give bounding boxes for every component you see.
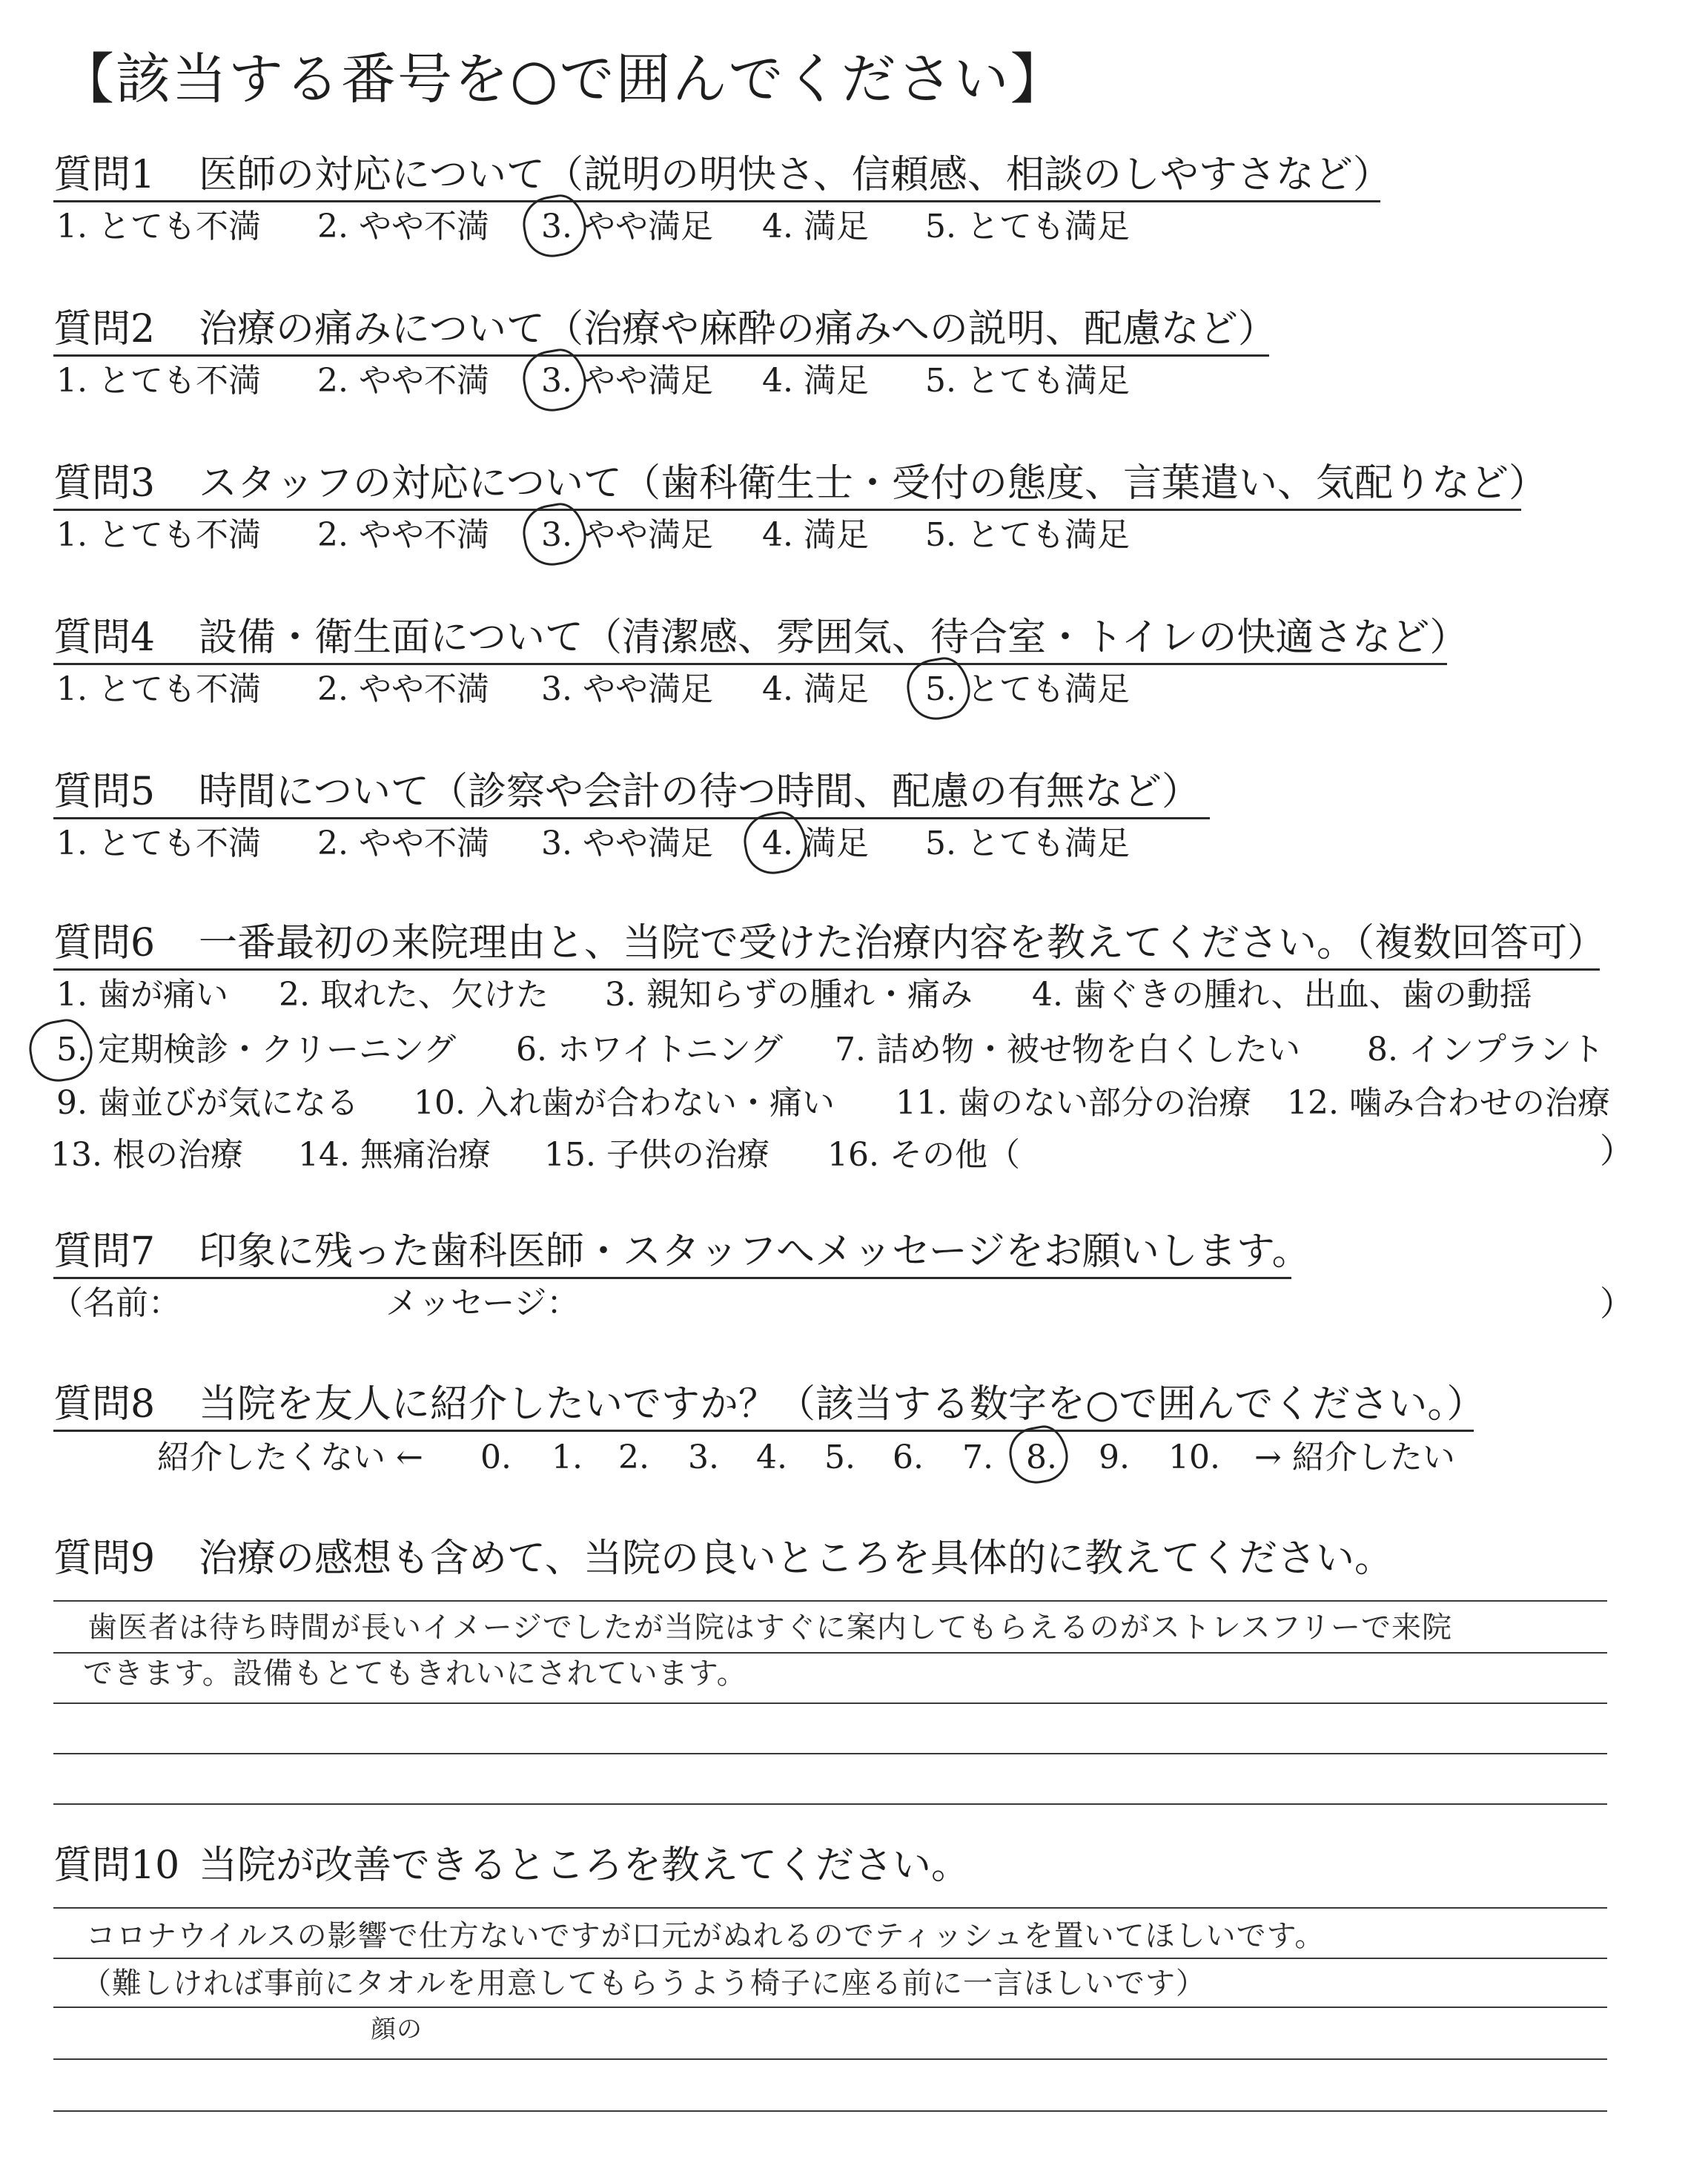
q10-line-5 <box>53 2110 1607 2112</box>
q6-option-3[interactable]: 3. 親知らずの腫れ・痛み <box>605 976 973 1014</box>
q10-insert-note: 顔の <box>371 2015 423 2044</box>
q3-option-2[interactable]: 2. やや不満 <box>317 516 489 554</box>
q9-label: 質問9 <box>53 1536 156 1581</box>
q1-option-1[interactable]: 1. とても不満 <box>56 208 261 245</box>
q1-option-4[interactable]: 4. 満足 <box>762 208 869 245</box>
q8-option-1[interactable]: 1. <box>552 1439 583 1476</box>
q6-heading <box>53 919 1606 967</box>
q6-text: 一番最初の来院理由と、当院で受けた治療内容を教えてください。（複数回答可） <box>199 921 1606 965</box>
q10-text: 当院が改善できるところを教えてください。 <box>199 1843 970 1888</box>
page-title: 【該当する番号を○で囲んでください】 <box>59 47 1067 111</box>
q10-line-1 <box>53 1907 1607 1909</box>
q1-option-2[interactable]: 2. やや不満 <box>317 208 489 245</box>
q2-label: 質問2 <box>53 307 156 351</box>
q8-text: 当院を友人に紹介したいですか？（該当する数字を○で囲んでください。） <box>199 1382 1486 1427</box>
q5-option-2[interactable]: 2. やや不満 <box>317 825 489 862</box>
q2-underline <box>53 354 1269 357</box>
q6-option-1[interactable]: 1. 歯が痛い <box>56 976 228 1014</box>
q3-text: スタッフの対応について（歯科衛生士・受付の態度、言葉遣い、気配りなど） <box>199 461 1547 506</box>
q6-option-13[interactable]: 13. 根の治療 <box>50 1136 243 1174</box>
q3-heading <box>53 460 1547 507</box>
q8-selected-circle <box>1005 1422 1072 1487</box>
q3-label: 質問3 <box>53 461 156 506</box>
q9-line-1 <box>53 1600 1607 1602</box>
q4-label: 質問4 <box>53 615 156 660</box>
q3-underline <box>53 509 1521 511</box>
q6-option-10[interactable]: 10. 入れ歯が合わない・痛い <box>414 1084 835 1122</box>
q8-option-8[interactable]: 8. <box>1026 1439 1057 1476</box>
q6-option-7[interactable]: 7. 詰め物・被せ物を白くしたい <box>835 1031 1300 1069</box>
q8-option-2[interactable]: 2. <box>618 1439 649 1476</box>
q1-heading <box>53 151 1391 199</box>
q3-option-5[interactable]: 5. とても満足 <box>925 516 1130 554</box>
q4-text: 設備・衛生面について（清潔感、雰囲気、待合室・トイレの快適さなど） <box>199 615 1469 660</box>
q4-option-1[interactable]: 1. とても不満 <box>56 670 261 708</box>
q3-option-1[interactable]: 1. とても不満 <box>56 516 261 554</box>
q7-message-label: メッセージ： <box>385 1284 580 1322</box>
q2-option-3[interactable]: 3. やや満足 <box>541 362 713 400</box>
q4-underline <box>53 663 1447 665</box>
q8-label: 質問8 <box>53 1382 156 1427</box>
q5-option-1[interactable]: 1. とても不満 <box>56 825 261 862</box>
q6-close-paren: ） <box>1600 1131 1634 1171</box>
q1-underline <box>53 200 1380 202</box>
q9-line-3 <box>53 1702 1607 1704</box>
q6-option-16[interactable]: 16. その他（ <box>827 1136 1020 1174</box>
q6-option-12[interactable]: 12. 噛み合わせの治療 <box>1287 1084 1610 1122</box>
q6-option-11[interactable]: 11. 歯のない部分の治療 <box>896 1084 1251 1122</box>
q6-option-2[interactable]: 2. 取れた、欠けた <box>279 976 549 1014</box>
q6-option-9[interactable]: 9. 歯並びが気になる <box>56 1084 359 1122</box>
q2-heading <box>53 305 1277 353</box>
q2-option-4[interactable]: 4. 満足 <box>762 362 869 400</box>
q6-underline <box>53 968 1600 971</box>
q8-option-5[interactable]: 5. <box>824 1439 855 1476</box>
q8-option-0[interactable]: 0. <box>480 1439 512 1476</box>
q2-option-5[interactable]: 5. とても満足 <box>925 362 1130 400</box>
q5-underline <box>53 817 1210 819</box>
q10-line-2 <box>53 1958 1607 1959</box>
q6-option-15[interactable]: 15. 子供の治療 <box>544 1136 769 1174</box>
q1-text: 医師の対応について（説明の明快さ、信頼感、相談のしやすさなど） <box>199 153 1391 197</box>
q8-option-4[interactable]: 4. <box>756 1439 787 1476</box>
q3-option-4[interactable]: 4. 満足 <box>762 516 869 554</box>
q4-option-4[interactable]: 4. 満足 <box>762 670 869 708</box>
q5-label: 質問5 <box>53 770 156 814</box>
q1-label: 質問1 <box>53 153 156 197</box>
q6-option-14[interactable]: 14. 無痛治療 <box>298 1136 491 1174</box>
q9-answer-line-1: 歯医者は待ち時間が長いイメージでしたが当院はすぐに案内してもらえるのがストレスフリーで来院 <box>87 1611 1452 1645</box>
q7-text: 印象に残った歯科医師・スタッフへメッセージをお願いします。 <box>199 1229 1311 1274</box>
q9-line-2 <box>53 1652 1607 1654</box>
q6-label: 質問6 <box>53 921 156 965</box>
q5-option-4[interactable]: 4. 満足 <box>762 825 869 862</box>
q4-option-5[interactable]: 5. とても満足 <box>925 670 1130 708</box>
q1-option-5[interactable]: 5. とても満足 <box>925 208 1130 245</box>
q5-heading <box>53 768 1200 816</box>
q2-option-1[interactable]: 1. とても不満 <box>56 362 261 400</box>
q2-option-2[interactable]: 2. やや不満 <box>317 362 489 400</box>
q8-option-6[interactable]: 6. <box>893 1439 924 1476</box>
q5-option-3[interactable]: 3. やや満足 <box>541 825 713 862</box>
q8-option-10[interactable]: 10. <box>1168 1439 1220 1476</box>
q8-option-9[interactable]: 9. <box>1099 1439 1130 1476</box>
q8-left-label: 紹介したくない ← <box>157 1439 423 1476</box>
q9-line-5 <box>53 1803 1607 1805</box>
q10-answer-line-1: コロナウイルスの影響で仕方ないですが口元がぬれるのでティッシュを置いてほしいです。 <box>86 1919 1325 1953</box>
q7-underline <box>53 1277 1291 1279</box>
q7-heading <box>53 1228 1311 1275</box>
q3-option-3[interactable]: 3. やや満足 <box>541 516 713 554</box>
q6-option-5[interactable]: 5. 定期検診・クリーニング <box>56 1031 457 1069</box>
q9-text: 治療の感想も含めて、当院の良いところを具体的に教えてください。 <box>199 1536 1393 1581</box>
q4-option-2[interactable]: 2. やや不満 <box>317 670 489 708</box>
q9-line-4 <box>53 1753 1607 1754</box>
q6-option-8[interactable]: 8. インプラント <box>1367 1031 1604 1069</box>
q8-heading <box>53 1381 1485 1428</box>
q6-option-6[interactable]: 6. ホワイトニング <box>516 1031 784 1069</box>
q7-close-paren: ） <box>1600 1284 1634 1324</box>
q10-line-3 <box>53 2007 1607 2008</box>
q1-option-3[interactable]: 3. やや満足 <box>541 208 713 245</box>
q10-heading <box>53 1842 970 1889</box>
q8-underline <box>53 1430 1474 1432</box>
q4-heading <box>53 614 1468 661</box>
q9-answer-line-2: できます。設備もとてもきれいにされています。 <box>83 1657 747 1691</box>
q8-right-label: → 紹介したい <box>1254 1439 1455 1476</box>
q10-answer-line-2: （難しければ事前にタオルを用意してもらうよう椅子に座る前に一言ほしいです） <box>82 1966 1206 2001</box>
q9-heading <box>53 1535 1393 1582</box>
q6-selected-circle <box>25 1015 97 1086</box>
q2-text: 治療の痛みについて（治療や麻酔の痛みへの説明、配慮など） <box>199 307 1277 351</box>
q5-text: 時間について（診察や会計の待つ時間、配慮の有無など） <box>199 770 1200 814</box>
q6-option-4[interactable]: 4. 歯ぐきの腫れ、出血、歯の動揺 <box>1032 976 1532 1014</box>
q5-option-5[interactable]: 5. とても満足 <box>925 825 1130 862</box>
q7-label: 質問7 <box>53 1229 156 1274</box>
q10-label: 質問10 <box>53 1843 180 1888</box>
q8-option-7[interactable]: 7. <box>962 1439 993 1476</box>
q4-option-3[interactable]: 3. やや満足 <box>541 670 713 708</box>
q10-line-4 <box>53 2058 1607 2060</box>
q7-name-label: （名前： <box>50 1284 181 1322</box>
q8-option-3[interactable]: 3. <box>688 1439 719 1476</box>
